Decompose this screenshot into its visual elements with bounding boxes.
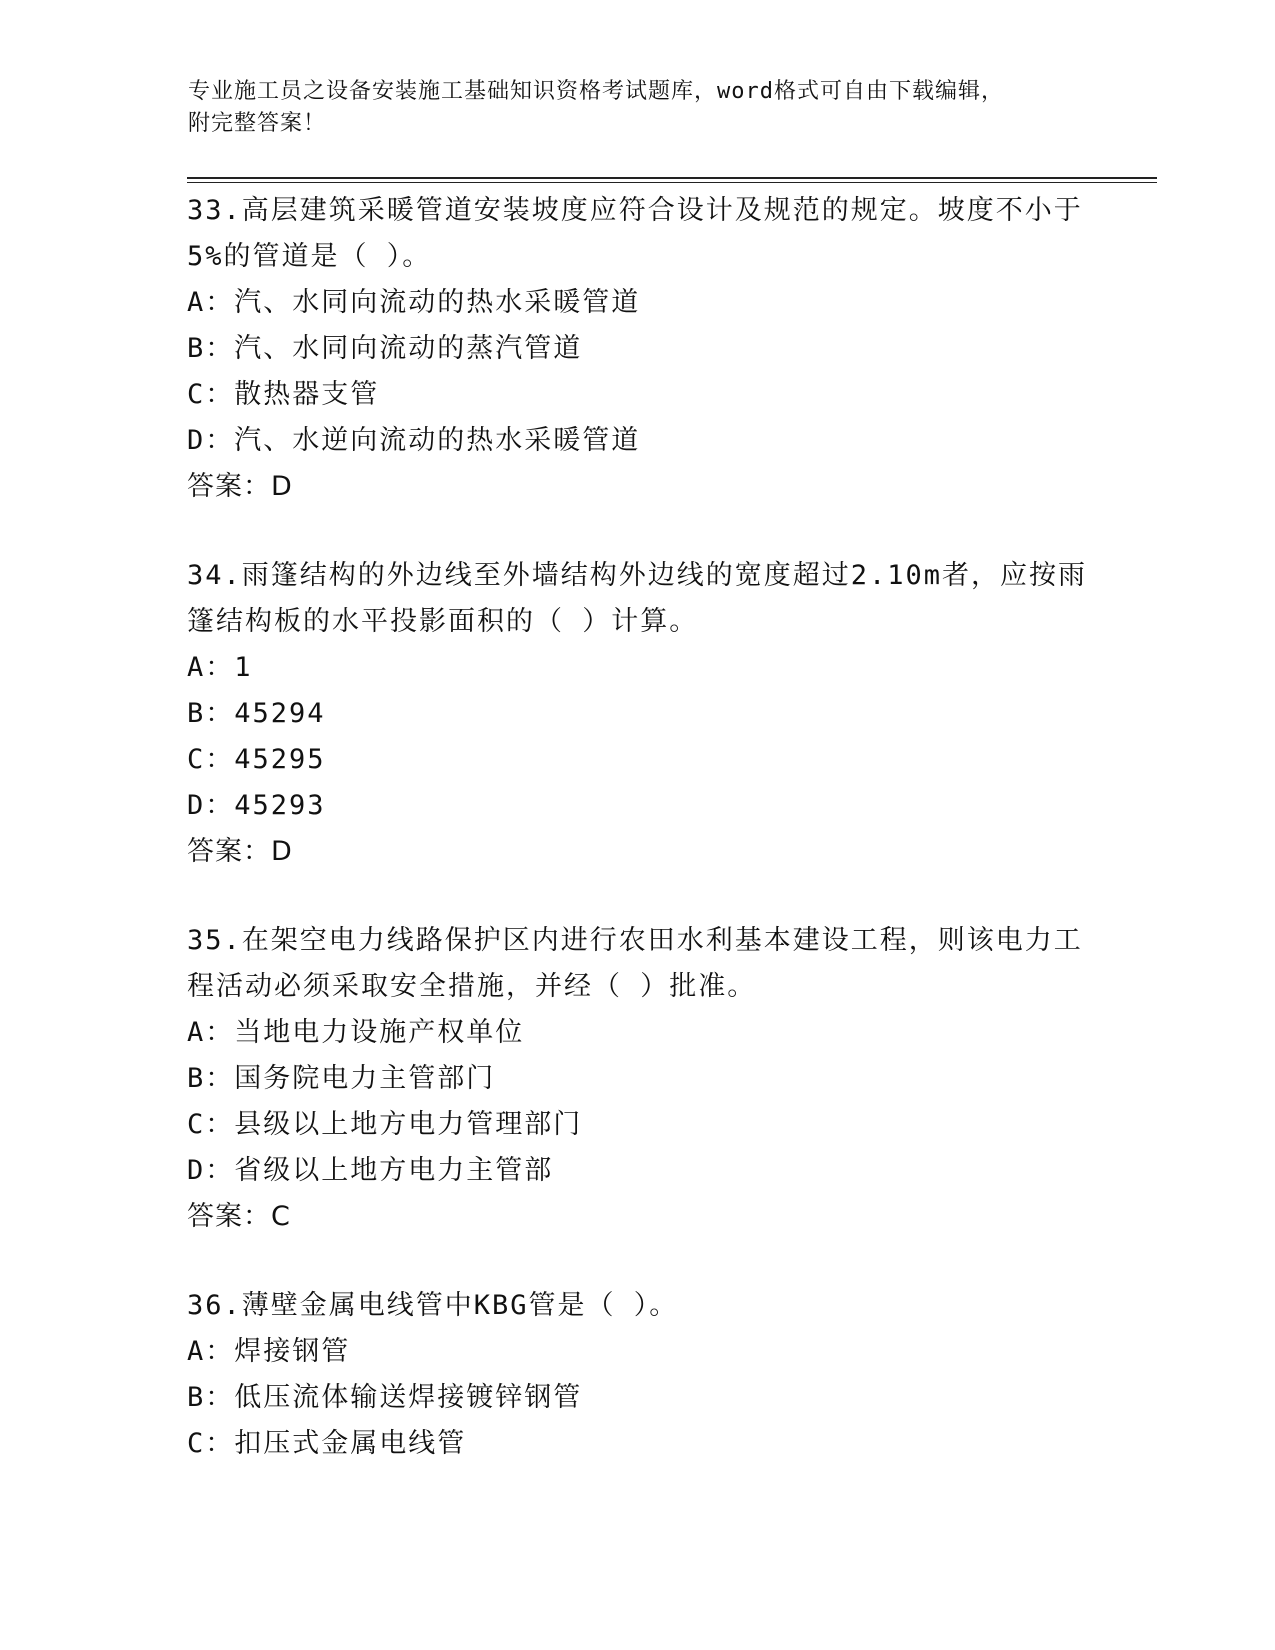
question-stem-line: 33.高层建筑采暖管道安装坡度应符合设计及规范的规定。坡度不小于 <box>187 195 1083 226</box>
header-line-1: 专业施工员之设备安装施工基础知识资格考试题库，word格式可自由下载编辑， <box>188 79 1004 104</box>
option-b: B：45294 <box>187 698 326 729</box>
option-a: A：焊接钢管 <box>187 1336 351 1367</box>
option-b: B：低压流体输送焊接镀锌钢管 <box>187 1382 583 1413</box>
question-stem-line: 35.在架空电力线路保护区内进行农田水利基本建设工程，则该电力工 <box>187 925 1083 956</box>
option-a: A：1 <box>187 652 253 683</box>
option-d: D：省级以上地方电力主管部 <box>187 1155 554 1186</box>
option-c: C：散热器支管 <box>187 379 380 410</box>
question-stem-line: 5%的管道是（ ）。 <box>187 241 432 272</box>
option-c: C：扣压式金属电线管 <box>187 1428 467 1459</box>
option-b: B：国务院电力主管部门 <box>187 1063 496 1094</box>
option-c: C：县级以上地方电力管理部门 <box>187 1109 583 1140</box>
document-header <box>188 76 1068 140</box>
question-34 <box>187 553 1087 875</box>
header-divider-thin <box>187 182 1157 183</box>
option-c: C：45295 <box>187 744 326 775</box>
question-stem-line: 篷结构板的水平投影面积的（ ）计算。 <box>187 606 699 637</box>
question-stem-line: 程活动必须采取安全措施，并经（ ）批准。 <box>187 971 757 1002</box>
question-35 <box>187 918 1087 1240</box>
header-line-2: 附完整答案！ <box>188 111 327 136</box>
option-d: D：汽、水逆向流动的热水采暖管道 <box>187 425 641 456</box>
question-stem-line: 34.雨篷结构的外边线至外墙结构外边线的宽度超过2.10m者，应按雨 <box>187 560 1088 591</box>
option-d: D：45293 <box>187 790 326 821</box>
answer-line: 答案：D <box>187 836 293 867</box>
option-a: A：汽、水同向流动的热水采暖管道 <box>187 287 641 318</box>
question-stem-line: 36.薄壁金属电线管中KBG管是（ ）。 <box>187 1290 679 1321</box>
question-33 <box>187 188 1087 510</box>
option-b: B：汽、水同向流动的蒸汽管道 <box>187 333 583 364</box>
header-divider-thick <box>187 177 1157 179</box>
option-a: A：当地电力设施产权单位 <box>187 1017 525 1048</box>
answer-line: 答案：C <box>187 1201 291 1232</box>
answer-line: 答案：D <box>187 471 293 502</box>
question-36 <box>187 1283 1087 1467</box>
